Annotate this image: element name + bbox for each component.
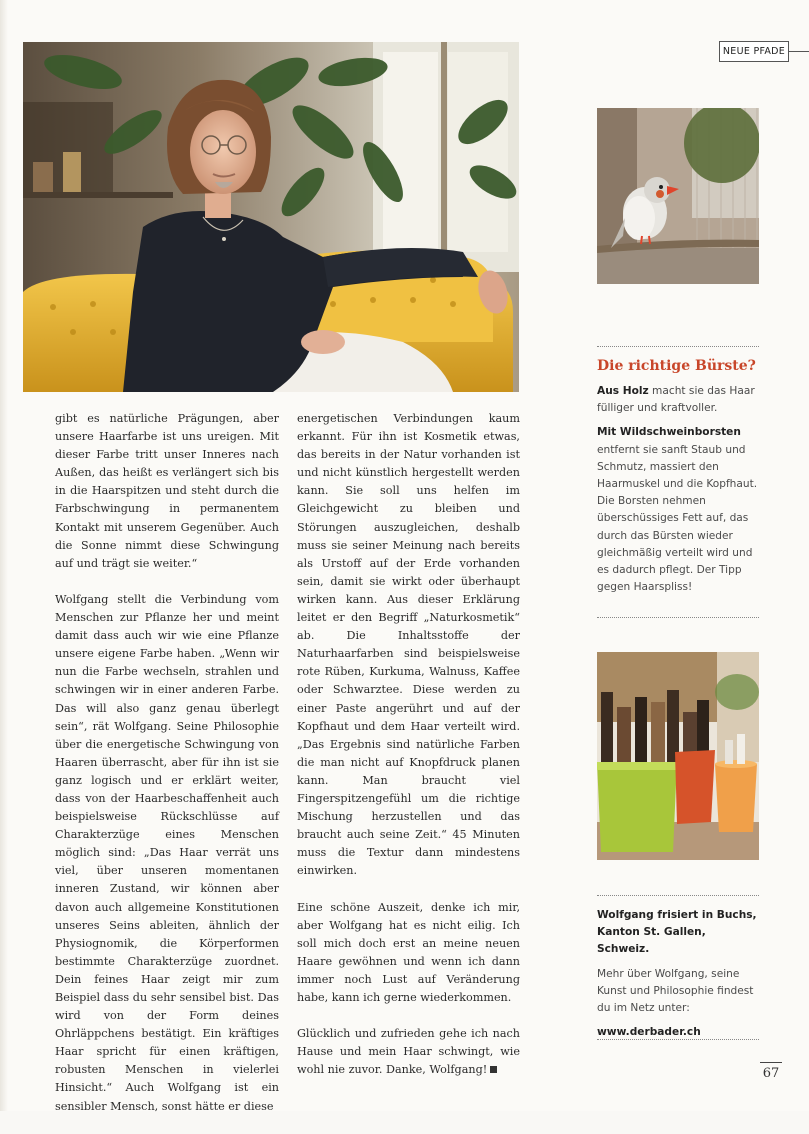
article-final-text: Glücklich und zufrieden gehe ich nach Hause und mein Haar schwingt, wie wohl nie zuvor. Danke, Wolfgang! [297, 1027, 520, 1077]
article-paragraph: gibt es natürliche Prägungen, aber unsere Haarfarbe ist uns ureigen. Mit dieser Farbe tritt unser Inneres nach Außen, das heißt es verlängert sich bis in die Haarspitzen und steht durch die Farbschwingung in permanentem Kontakt mit unserem Gegenüber. Auch die Sonne nimmt diese Schwingung auf und trägt sie weiter.“ [55, 412, 279, 570]
article-column-1 [55, 410, 279, 1134]
finch-photo [597, 108, 759, 284]
tip-boar-text: entfernt sie sanft Staub und Schmutz, massiert den Haarmuskel und die Kopfhaut. Die Borsten nehmen überschüssiges Fett auf, das durch das Bürsten wieder gleichmäßig verteilt wird und es dadurch pflegt. Der Tipp gegen Haarspliss! [597, 443, 758, 594]
sidebar-tip-wood [597, 383, 761, 417]
article-paragraph: Wolfgang stellt die Verbindung vom Menschen zur Pflanze her und meint damit dass auch wir wie eine Pflanze unsere eigene Farbe haben. „Wenn wir nun die Farbe wechseln, strahlen und schwingen wir in einer anderen Farbe. Das will also ganz genau überlegt sein“, rät Wolfgang. Seine Philosophie über die energetische Schwingung von Haaren überrascht, aber für ihn ist sie ganz logisch und er erklärt weiter, dass von der Haarbeschaffenheit auch beispielsweise Rückschlüsse auf Charakterzüge eines Menschen möglich sind: „Das Haar verrät uns viel, über unseren momentanen inneren Zustand, wir können aber davon auch allgemeine Konstitutionen unseres Seins ableiten, ähnlich der Physiognomik, die Körperformen bestimmte Charakterzüge zuordnet. Dein feines Haar zeigt mir zum Beispiel dass du sehr sensibel bist. Das wird von der Form deines Ohrläppchens bestätigt. Ein kräftiges Haar spricht für einen kräftigen, robusten Menschen in vielerlei Hinsicht.“ Auch Wolfgang ist ein sensibler Mensch, sonst hätte er diese [55, 592, 279, 1113]
article-column-2 [297, 410, 520, 1098]
sidebar-rule-bottom [597, 1039, 759, 1040]
section-tag: NEUE PFADE [719, 41, 789, 62]
article-paragraph: Eine schöne Auszeit, denke ich mir, aber Wolfgang hat es nicht eilig. Ich soll mich doch erst an meine neuen Haare gewöhnen und wenn ich dann immer noch Lust auf Veränderung habe, kann ich gerne wiederkommen. [297, 900, 520, 1004]
sidebar-tips [597, 383, 761, 603]
article-paragraph-final [297, 1025, 520, 1079]
sidebar-tip-boar [597, 424, 761, 596]
sidebar-credit [597, 907, 761, 1048]
tip-wood-text: macht sie das Haar fülliger und kraftvoller. [597, 385, 755, 415]
credit-text: Mehr über Wolfgang, seine Kunst und Philosophie findest du im Netz unter: [597, 967, 754, 1015]
page-edge-shadow [0, 0, 8, 1111]
page-number: 67 [760, 1062, 782, 1081]
section-tag-line [788, 51, 809, 52]
website-link[interactable]: www.derbader.ch [597, 1026, 701, 1039]
sidebar-rule-mid [597, 617, 759, 618]
article-paragraph: energetischen Verbindungen kaum erkannt. Für ihn ist Kosmetik etwas, das bereits in der Natur vorhanden ist und nicht künstlich hergestellt werden kann. Sie soll uns helfen im Gleichgewicht zu bleiben und Störungen auszugleichen, deshalb muss sie seiner Meinung nach bereits als Urstoff auf der Erde vorhanden sein, damit sie wirkt oder überhaupt wirken kann. Aus dieser Erklärung leitet er den Begriff „Naturkosmetik“ ab. Die Inhaltsstoffe der Naturhaarfarben sind beispielsweise rote Rüben, Kurkuma, Walnuss, Kaffee oder Schwarztee. Diese werden zu einer Paste angerührt und auf der Kopfhaut und dem Haar verteilt wird. „Das Ergebnis sind natürliche Farben die man nicht auf Knopfdruck planen kann. Man braucht viel Fingerspitzengefühl um die richtige Mischung herzustellen und das braucht auch seine Zeit.“ 45 Minuten muss die Textur dann mindestens einwirken. [297, 412, 520, 878]
tip-boar-bold: Mit Wildschweinborsten [597, 426, 741, 439]
sidebar-rule-top [597, 346, 759, 347]
brushes-photo [597, 652, 759, 860]
end-mark-icon [490, 1066, 497, 1073]
sidebar-title: Die richtige Bürste? [597, 358, 756, 374]
hero-photo [23, 42, 519, 392]
tip-wood-bold: Aus Holz [597, 385, 649, 397]
sidebar-rule-credit [597, 895, 759, 896]
credit-title: Wolfgang frisiert in Buchs, Kanton St. Gallen, Schweiz. [597, 909, 757, 956]
